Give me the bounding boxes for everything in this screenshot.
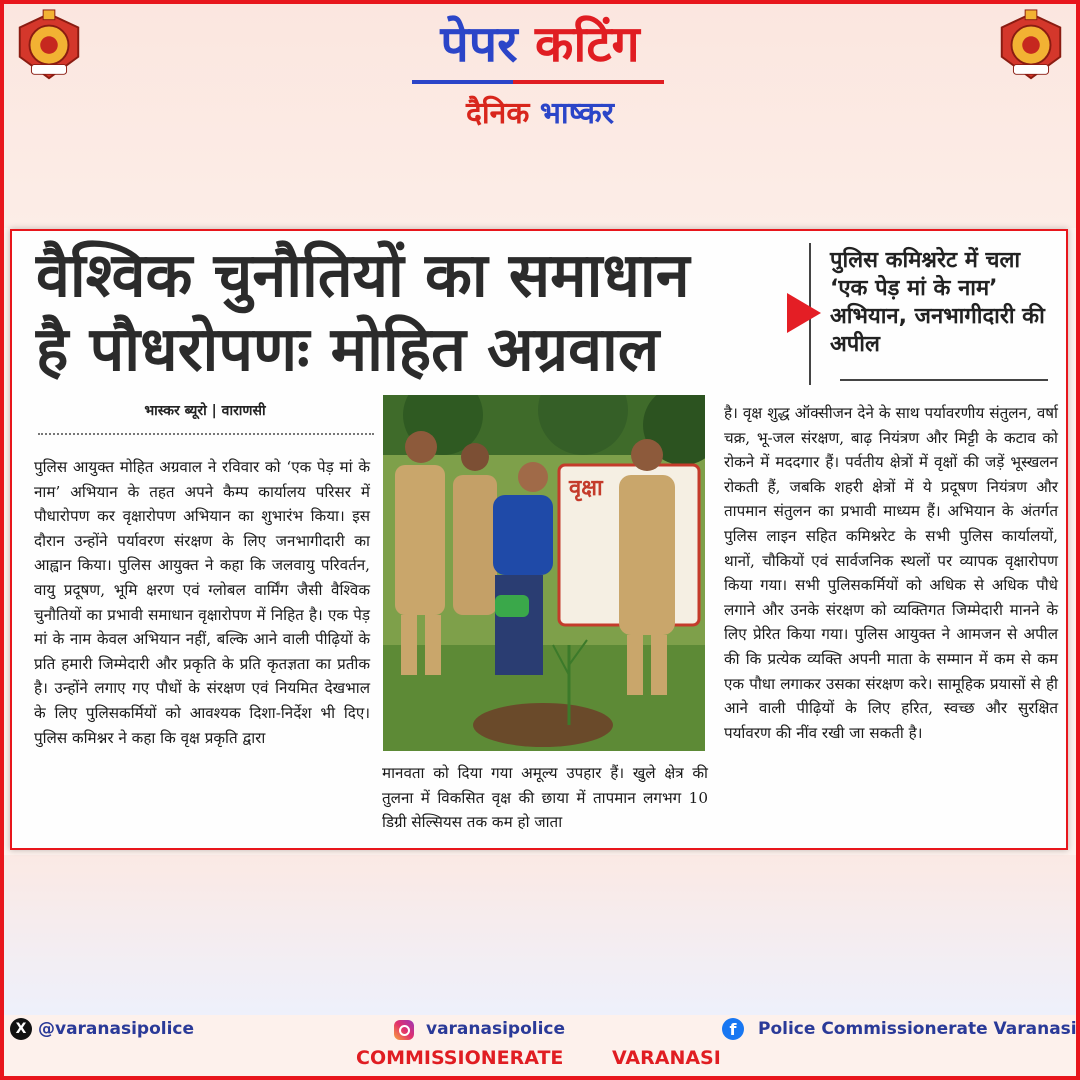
facebook-page-link[interactable]: Police Commissionerate Varanasi <box>758 1019 1077 1039</box>
instagram-handle-link[interactable]: varanasipolice <box>426 1019 566 1039</box>
newspaper-name <box>0 92 1080 136</box>
article-column-3: है। वृक्ष शुद्ध ऑक्सीजन देने के साथ पर्यावरणीय संतुलन, वर्षा चक्र, भू-जल संरक्षण, बाढ़ नियंत्रण और मिट्टी के कटाव को रोकने में मददगार हैं। पर्वतीय क्षेत्रों में वृक्षों की जड़ें भूस्खलन रोकती हैं, जबकि शहरी क्षेत्रों में ये प्रदूषण नियंत्रण और तापमान संतुलन का प्रभावी माध्यम हैं। अभियान के अंतर्गत पुलिस लाइन सहित कमिश्नरेट के सभी पुलिस कार्यालयों, थानों, चौकियों एवं सार्वजनिक स्थलों पर व्यापक वृक्षारोपण किया गया। सभी पुलिसकर्मियों को अधिक से अधिक पौधे लगाने और उनके संरक्षण को व्यक्तिगत जिम्मेदारी मानने के लिए प्रेरित किया गया। पुलिस आयुक्त ने आमजन से अपील की कि प्रत्येक व्यक्ति अपनी माता के सम्मान में कम से कम एक पौधा लगाकर उसका संरक्षण करे। सामूहिक प्रयासों से ही आने वाली पीढ़ियों के लिए हरित, स्वच्छ और सुरक्षित पर्यावरण की नींव रखी जा सकती है। <box>724 404 1058 742</box>
footer-tagline-part1: COMMISSIONERATE <box>356 1047 564 1069</box>
byline: भास्कर ब्यूरो | वाराणसी <box>144 403 266 419</box>
subtitle-part1: दैनिक <box>465 96 530 131</box>
side-heading: पुलिस कमिश्नरेट में चला ‘एक पेड़ मां के नाम’ अभियान, जनभागीदारी की अपील <box>830 248 1045 357</box>
headline-line2: है पौधरोपणः मोहित अग्रवाल <box>36 314 660 385</box>
red-arrow-icon <box>787 293 821 333</box>
x-logo-icon[interactable]: X <box>10 1018 32 1040</box>
newspaper-clipping <box>10 229 1068 850</box>
page-title <box>0 14 1080 74</box>
footer-tagline-part2: VARANASI <box>612 1047 721 1069</box>
byline-place: वाराणसी <box>221 403 266 419</box>
title-underline <box>412 80 664 84</box>
article-headline <box>36 239 796 387</box>
photo-banner-text: वृक्षा <box>569 476 603 501</box>
subtitle-part2: भाष्कर <box>539 96 614 131</box>
article-photo <box>383 395 705 751</box>
article-column-1: पुलिस आयुक्त मोहित अग्रवाल ने रविवार को ‘एक पेड़ मां के नाम’ अभियान के तहत अपने कैम्प कार्यालय परिसर में पौधारोपण कर वृक्षारोपण अभियान का शुभारंभ किया। इस दौरान उन्होंने पर्यावरण संरक्षण के लिए जनभागीदारी का आह्वान किया। पुलिस आयुक्त ने कहा कि जलवायु परिवर्तन, वायु प्रदूषण, भूमि क्षरण एवं ग्लोबल वार्मिंग जैसी वैश्विक चुनौतियों का प्रभावी समाधान वृक्षारोपण में निहित है। एक पेड़ मां के नाम केवल अभियान नहीं, बल्कि आने वाली पीढ़ियों के प्रति हमारी जिम्मेदारी और प्रकृति के प्रति कृतज्ञता का प्रतीक है। उन्होंने लगाए गए पौधों के संरक्षण एवं नियमित देखभाल के लिए पुलिसकर्मियों को आवश्यक दिशा-निर्देश भी दिए। पुलिस कमिश्नर ने कहा कि वृक्ष प्रकृति द्वारा <box>34 458 370 747</box>
divider <box>840 379 1048 381</box>
article-column-2: मानवता को दिया गया अमूल्य उपहार हैं। खुले क्षेत्र की तुलना में विकसित वृक्ष की छाया में तापमान लगभग 10 डिग्री सेल्सियस तक कम हो जाता <box>382 764 708 832</box>
instagram-icon[interactable] <box>394 1020 414 1040</box>
dotted-divider <box>38 433 374 435</box>
title-part1: पेपर <box>440 15 518 73</box>
footer-band <box>0 855 1080 1015</box>
byline-source: भास्कर ब्यूरो <box>144 403 207 419</box>
facebook-icon[interactable]: f <box>722 1018 744 1040</box>
x-handle-link[interactable]: @varanasipolice <box>38 1019 195 1039</box>
headline-line1: वैश्विक चुनौतियों का समाधान <box>36 240 690 311</box>
title-part2: कटिंग <box>534 15 640 73</box>
